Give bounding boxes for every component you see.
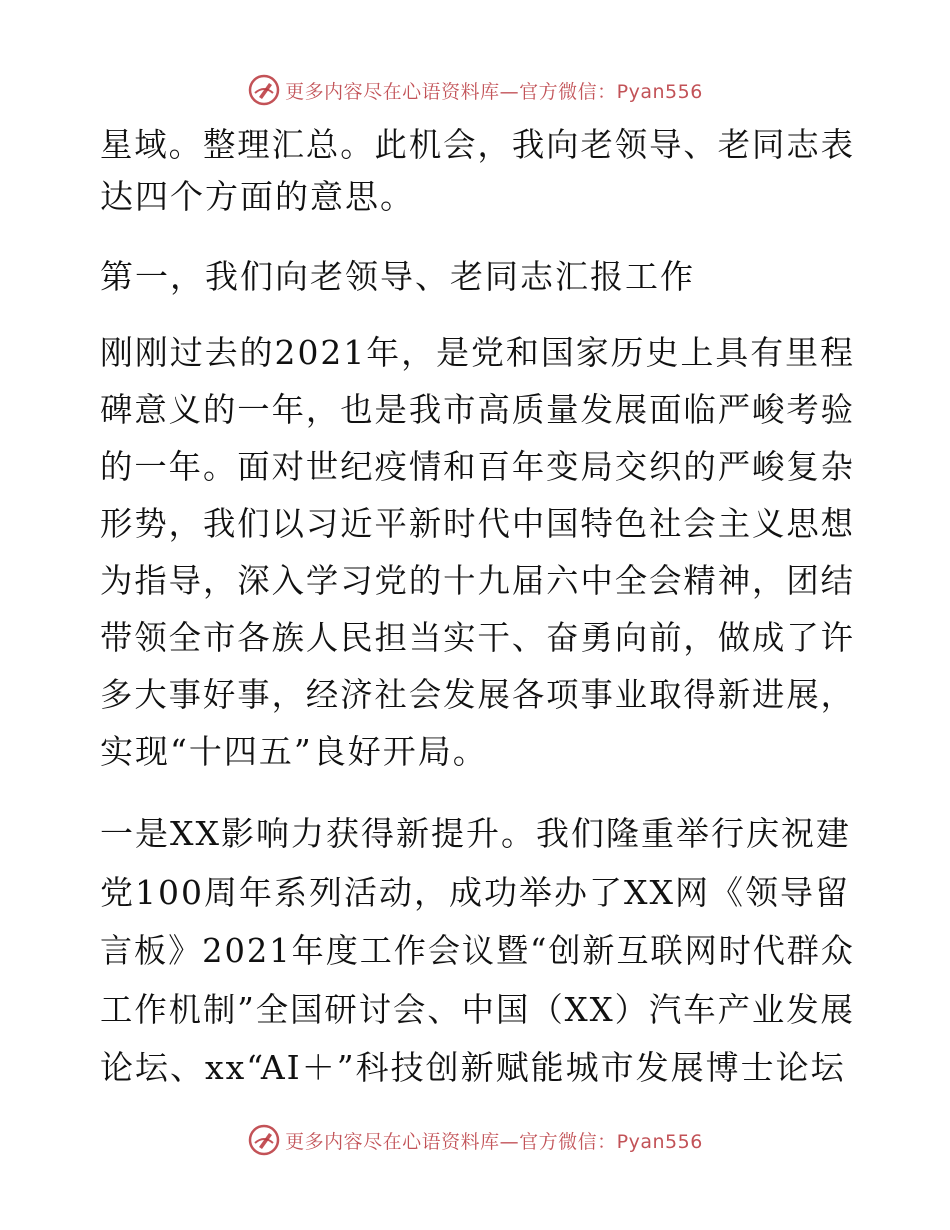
- footer-watermark-text: 更多内容尽在心语资料库—官方微信：Pyan556: [285, 1130, 703, 1153]
- text-line: 形势，我们以习近平新时代中国特色社会主义思想: [100, 504, 855, 543]
- header-watermark: [0, 70, 950, 110]
- text-line: 星域。整理汇总。此机会，我向老领导、老同志表: [100, 125, 855, 164]
- footer-watermark: [0, 1120, 950, 1160]
- text-line: 刚刚过去的2021年，是党和国家历史上具有里程: [100, 333, 855, 372]
- text-line: 党100周年系列活动，成功举办了XX网《领导留: [100, 873, 850, 912]
- book-pen-logo-icon: [247, 1123, 281, 1157]
- text-line: 言板》2021年度工作会议暨“创新互联网时代群众: [100, 931, 855, 970]
- text-line: 碑意义的一年，也是我市高质量发展面临严峻考验: [100, 390, 855, 429]
- text-line: 实现“十四五”良好开局。: [100, 732, 488, 771]
- text-line: 的一年。面对世纪疫情和百年变局交织的严峻复杂: [100, 447, 855, 486]
- text-line: 带领全市各族人民担当实干、奋勇向前，做成了许: [100, 618, 855, 657]
- text-line: 为指导，深入学习党的十九届六中全会精神，团结: [100, 561, 855, 600]
- section-heading: 第一，我们向老领导、老同志汇报工作: [100, 257, 695, 296]
- book-pen-logo-icon: [247, 73, 281, 107]
- header-watermark-text: 更多内容尽在心语资料库—官方微信：Pyan556: [285, 80, 703, 103]
- text-line: 多大事好事，经济社会发展各项事业取得新进展，: [100, 675, 855, 714]
- text-line: 工作机制”全国研讨会、中国（XX）汽车产业发展: [100, 990, 855, 1029]
- text-line: 达四个方面的意思。: [100, 177, 415, 216]
- text-line: 论坛、xx“AI＋”科技创新赋能城市发展博士论坛: [100, 1048, 846, 1087]
- text-line: 一是XX影响力获得新提升。我们隆重举行庆祝建: [100, 814, 851, 853]
